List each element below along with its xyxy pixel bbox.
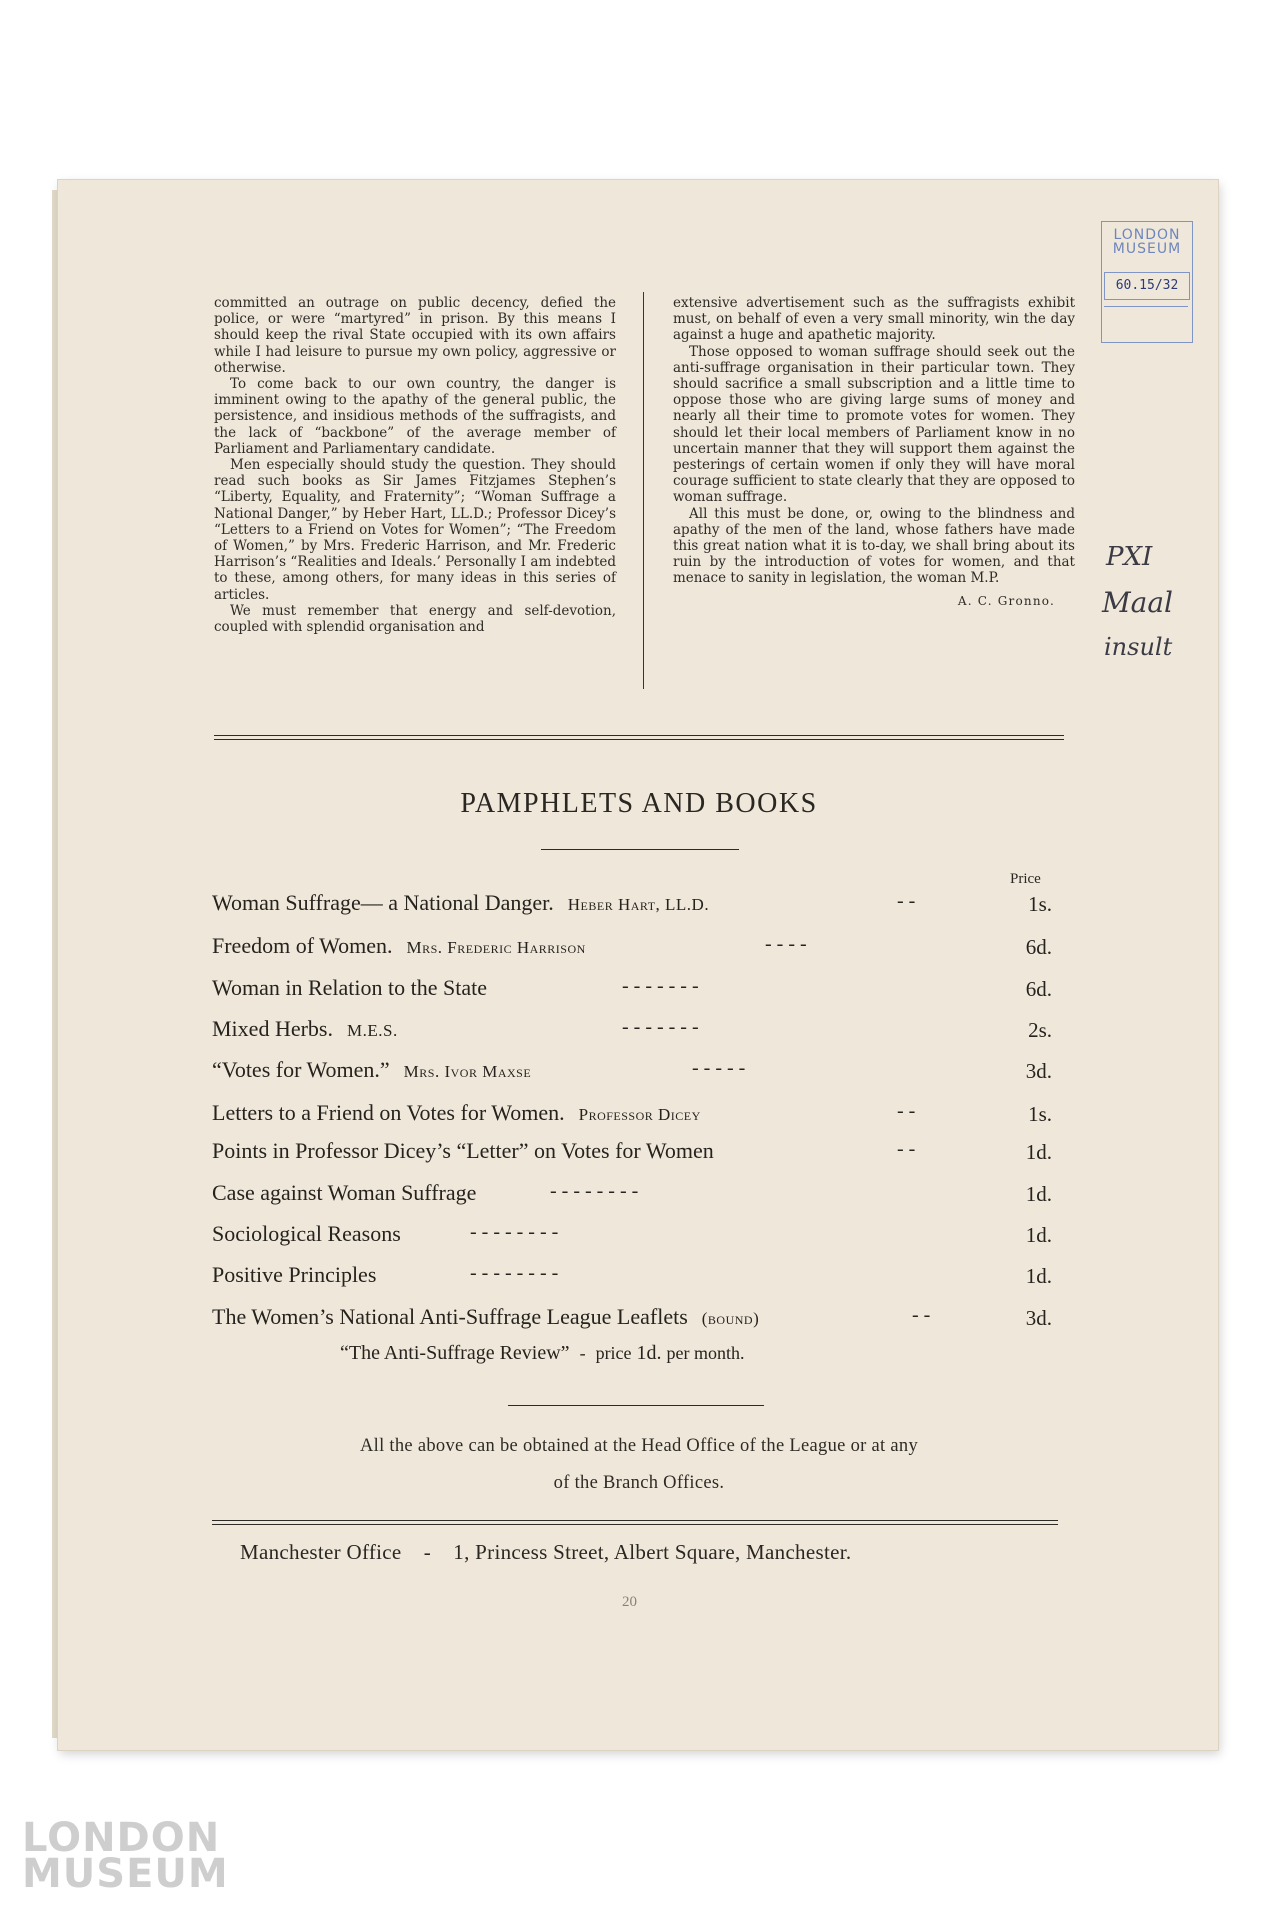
book-price: 3d. xyxy=(1025,1059,1052,1083)
leader-dashes: - - - - xyxy=(765,933,807,955)
book-author: Heber Hart, LL.D. xyxy=(567,895,710,914)
book-list-item xyxy=(212,1221,1052,1253)
book-list-item xyxy=(212,1262,1052,1294)
review-dash: - xyxy=(579,1343,586,1363)
article-signature: A. C. Gronno. xyxy=(957,593,1055,608)
book-price: 2s. xyxy=(1028,1018,1052,1042)
note-divider-rule xyxy=(508,1405,764,1406)
book-list-item xyxy=(212,890,1052,922)
handwritten-note: PXI xyxy=(1106,542,1153,572)
article-paragraph: We must remember that energy and self-devotion, coupled with splendid organisation and xyxy=(214,602,616,636)
article-paragraph: To come back to our own country, the danger is imminent owing to the apathy of the general public, the persistence, and insidious methods of the suffragists, and the lack of “backbone” of the average member of Parliament and Parliamentary candidate. xyxy=(214,376,616,457)
book-list-item xyxy=(212,1100,1052,1132)
book-list-item xyxy=(212,975,1052,1007)
office-address xyxy=(240,1540,851,1565)
heading-underline xyxy=(541,849,739,850)
address-text: 1, Princess Street, Albert Square, Manchester. xyxy=(453,1540,852,1564)
leader-dashes: - - xyxy=(912,1304,931,1326)
leader-dashes: - - xyxy=(897,890,916,912)
book-price: 1d. xyxy=(1025,1182,1052,1206)
article-paragraph: extensive advertisement such as the suffragists exhibit must, on behalf of even a very small minority, win the day against a huge and apathetic majority. xyxy=(673,295,1075,344)
book-title: Positive Principles xyxy=(212,1262,377,1287)
section-divider-rule xyxy=(214,735,1064,740)
book-author: Mrs. Frederic Harrison xyxy=(406,938,586,957)
leader-dashes: - - - - - - - - xyxy=(470,1221,559,1243)
book-list-item xyxy=(212,1138,1052,1170)
catalogue-heading: PAMPHLETS AND BOOKS xyxy=(460,788,818,819)
leader-dashes: - - - - - - - - xyxy=(470,1262,559,1284)
book-title: The Women’s National Anti-Suffrage League Leaflets xyxy=(212,1304,688,1329)
note-line: All the above can be obtained at the Head Office of the League or at any xyxy=(359,1436,919,1456)
column-divider xyxy=(643,292,644,689)
handwritten-annotation xyxy=(1100,535,1210,670)
article-paragraph: All this must be done, or, owing to the blindness and apathy of the men of the land, whose fathers have made this great nation what it is to-day, we shall bring about its ruin by the introduction of votes for women, and that menace to sanity in legislation, the woman M.P. xyxy=(673,505,1075,587)
book-list-item xyxy=(212,933,1052,965)
book-price: 1s. xyxy=(1028,892,1052,916)
leader-dashes: - - xyxy=(897,1100,916,1122)
book-author: M.E.S. xyxy=(346,1021,398,1040)
book-title: Mixed Herbs. xyxy=(212,1016,333,1041)
availability-note xyxy=(214,1428,1064,1502)
note-line: of the Branch Offices. xyxy=(553,1473,725,1493)
review-title: “The Anti-Suffrage Review” xyxy=(340,1342,570,1364)
review-subscription-line xyxy=(340,1342,745,1365)
book-list-item xyxy=(212,1057,1052,1089)
book-title: Letters to a Friend on Votes for Women. xyxy=(212,1100,565,1125)
article-paragraph: committed an outrage on public decency, defied the police, or were “martyred” in prison. By this means I should keep the rival State occupied with its own affairs while I had leisure to pursue my own policy, aggressive or otherwise. xyxy=(214,295,616,376)
book-author: Mrs. Ivor Maxse xyxy=(403,1062,532,1081)
book-price: 6d. xyxy=(1025,935,1052,959)
book-price: 1d. xyxy=(1025,1264,1052,1288)
leader-dashes: - - - - - - - xyxy=(622,1016,699,1038)
book-title: Sociological Reasons xyxy=(212,1221,401,1246)
book-list-item xyxy=(212,1180,1052,1212)
leader-dashes: - - - - - - - xyxy=(622,975,699,997)
article-paragraph: Those opposed to woman suffrage should seek out the anti-suffrage organisation in their particular town. They should sacrifice a small subscription and a little time to oppose those who are giving large sums of money and nearly all their time to promote votes for women. They should let their local members of Parliament know in no uncertain manner that they will support them against the pesterings of certain women if only they will have moral courage sufficient to state clearly that they are opposed to woman suffrage. xyxy=(673,343,1075,506)
article-left-column xyxy=(214,295,616,635)
review-price: 1d. xyxy=(636,1342,662,1364)
book-title: Woman in Relation to the State xyxy=(212,975,488,1000)
book-price: 1d. xyxy=(1025,1140,1052,1164)
footer-divider-rule xyxy=(212,1520,1058,1525)
book-author: Professor Dicey xyxy=(578,1105,701,1124)
book-price: 1s. xyxy=(1028,1102,1052,1126)
book-title: Case against Woman Suffrage xyxy=(212,1180,477,1205)
article-right-column xyxy=(673,295,1075,609)
museum-watermark-logo: LONDON MUSEUM xyxy=(22,1815,229,1897)
book-title: Points in Professor Dicey’s “Letter” on Votes for Women xyxy=(212,1138,714,1163)
book-title: Freedom of Women. xyxy=(212,933,393,958)
stamp-blank-field xyxy=(1104,306,1188,337)
museum-stamp xyxy=(1101,221,1193,343)
leader-dashes: - - - - - - - - xyxy=(550,1180,639,1202)
book-list-item xyxy=(212,1304,1052,1336)
review-price-label: price xyxy=(595,1343,632,1363)
article-paragraph: Men especially should study the question. They should read such books as Sir James Fitzjames Stephen’s “Liberty, Equality, and Fraternity”; “Woman Suffrage a National Danger,” by Heber Hart, LL.D.; Professor Dicey’s “Letters to a Friend on Votes for Women”; “The Freedom of Women,” by Mrs. Frederic Harrison, and Mr. Frederic Harrison’s “Realities and Ideals.’ Personally I am indebted to these, among others, for many ideas in this series of articles. xyxy=(214,457,616,603)
handwritten-note: insult xyxy=(1104,633,1173,661)
address-label: Manchester Office xyxy=(240,1540,402,1564)
book-price: 1d. xyxy=(1025,1223,1052,1247)
book-title: “Votes for Women.” xyxy=(212,1057,390,1082)
book-list-item xyxy=(212,1016,1052,1048)
book-author: (bound) xyxy=(701,1309,760,1328)
handwritten-note: Maal xyxy=(1102,586,1174,619)
book-title: Woman Suffrage— a National Danger. xyxy=(212,890,554,915)
address-dash: - xyxy=(423,1540,432,1564)
leader-dashes: - - - - - xyxy=(692,1057,746,1079)
stamp-reference-number: 60.15/32 xyxy=(1104,272,1190,300)
leader-dashes: - - xyxy=(897,1138,916,1160)
price-column-header: Price xyxy=(1010,871,1041,887)
book-price: 3d. xyxy=(1025,1306,1052,1330)
page-number: 20 xyxy=(622,1594,637,1610)
book-price: 6d. xyxy=(1025,977,1052,1001)
stamp-org: LONDON MUSEUM xyxy=(1112,227,1182,257)
review-period: per month. xyxy=(666,1343,745,1363)
